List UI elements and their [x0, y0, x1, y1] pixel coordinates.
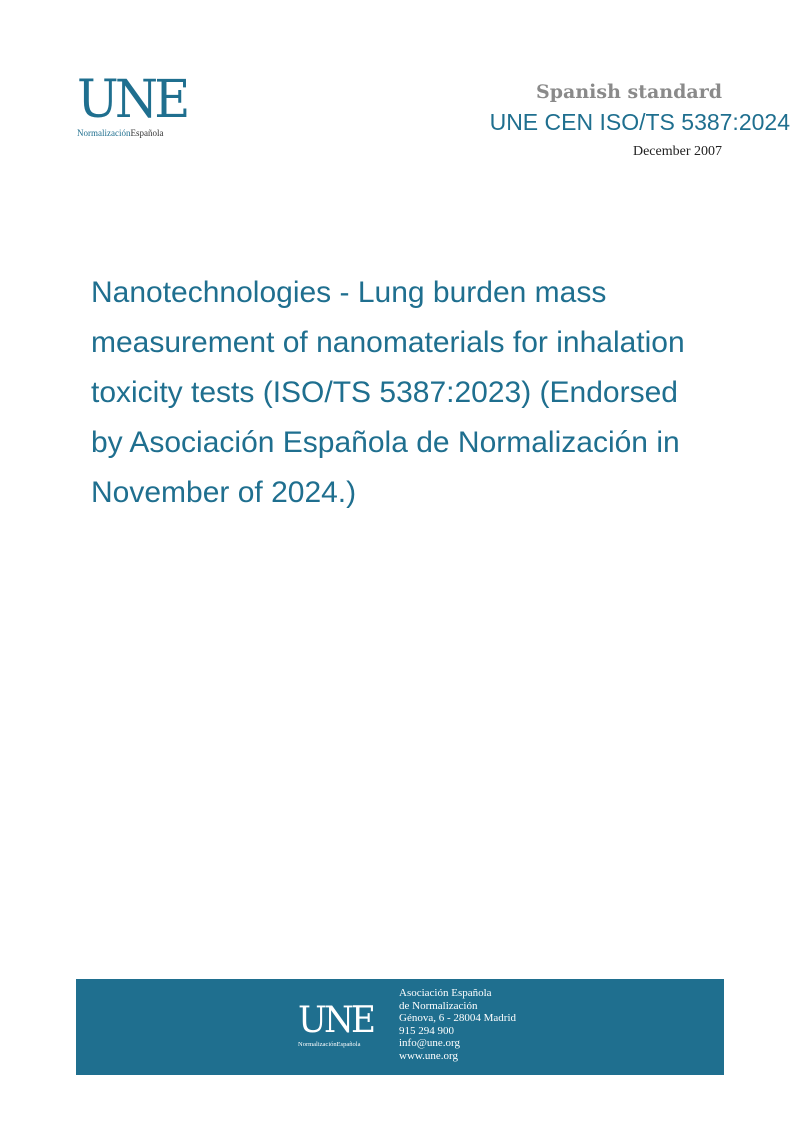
footer-logo-sub-part2: Española — [336, 1041, 361, 1048]
une-logo-sub-part1: Normalización — [77, 128, 131, 138]
footer-website-link[interactable]: www.une.org — [399, 1049, 458, 1062]
footer-une-logo — [298, 1000, 382, 1049]
standard-date: December 2007 — [632, 144, 722, 159]
footer-email-link[interactable]: info@une.org — [399, 1037, 460, 1049]
footer-band — [76, 979, 724, 1075]
footer-phone: 915 294 900 — [399, 1024, 454, 1037]
standard-type: Spanish standard — [536, 81, 722, 103]
une-logo — [77, 70, 197, 139]
une-logo-sub-part2: Española — [130, 128, 164, 138]
footer-une-logo-mark: UNE — [298, 1000, 374, 1041]
standard-code: UNE CEN ISO/TS 5387:2024 — [489, 109, 790, 135]
footer-logo-sub-part1: Normalización — [298, 1041, 337, 1048]
header-right-block — [536, 80, 722, 104]
footer-une-logo-subtitle — [298, 1041, 382, 1049]
footer-org-line2: de Normalización — [399, 999, 478, 1012]
footer-org-line1: Asociación Española — [399, 987, 492, 999]
footer-contact-info — [399, 987, 516, 1062]
une-logo-mark: UNE — [77, 70, 187, 130]
document-title: Nanotechnologies - Lung burden mass measurement of nanomaterials for inhalation toxicity tests (ISO/TS 5387:2023) (Endorsed by Asociación Española de Normalización in November of 2024.) — [91, 276, 685, 509]
footer-address: Génova, 6 - 28004 Madrid — [399, 1012, 517, 1024]
